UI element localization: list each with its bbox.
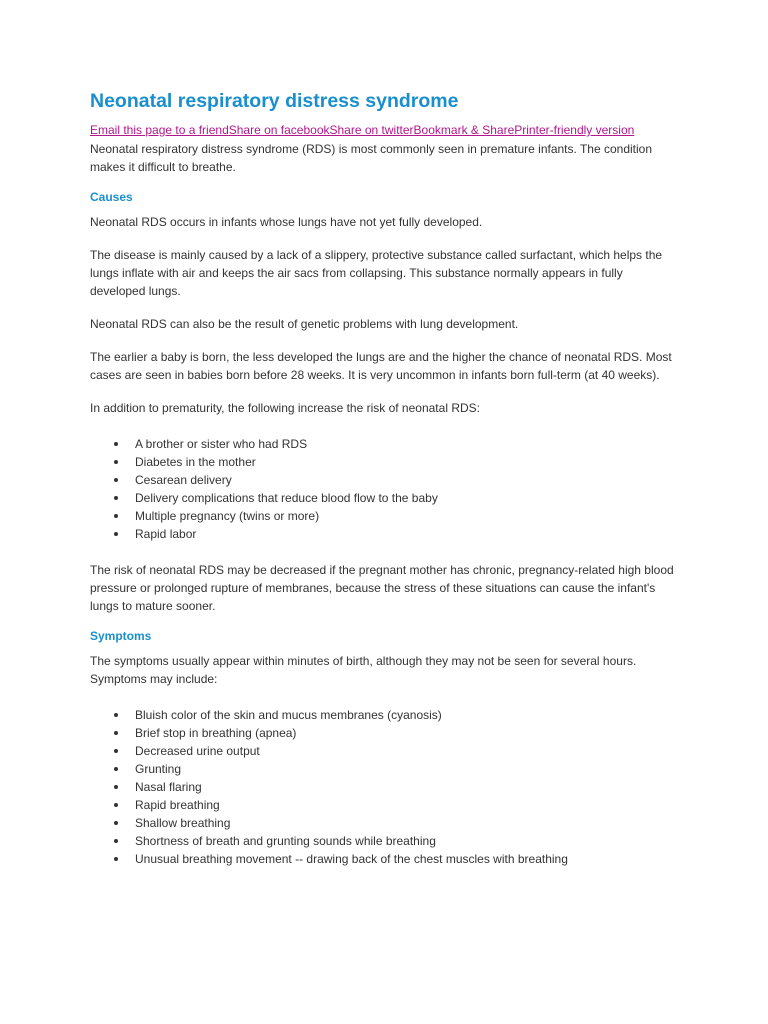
- list-item: [90, 525, 680, 543]
- bullet-icon: [114, 532, 118, 536]
- list-item: [90, 742, 680, 760]
- share-facebook-link[interactable]: Share on facebook: [228, 123, 330, 137]
- list-item-text: Brief stop in breathing (apnea): [135, 726, 297, 740]
- bullet-icon: [114, 713, 118, 717]
- symptoms-list: [90, 706, 680, 868]
- list-item-text: Shallow breathing: [135, 816, 231, 830]
- list-item: [90, 489, 680, 507]
- causes-paragraph-4: The earlier a baby is born, the less developed the lungs are and the higher the chance of neonatal RDS. Most cases are seen in babies born before 28 weeks. It is very uncommon in infants born full-term (at 40 weeks).: [90, 350, 672, 382]
- causes-closing-paragraph: The risk of neonatal RDS may be decreased if the pregnant mother has chronic, pregnancy-related high blood pressure or prolonged rupture of membranes, because the stress of these situations can cause the infant's lungs to mature sooner.: [90, 563, 674, 613]
- list-item-text: Multiple pregnancy (twins or more): [135, 509, 320, 523]
- list-item-text: Unusual breathing movement -- drawing back of the chest muscles with breathing: [135, 852, 568, 866]
- list-item: [90, 453, 680, 471]
- bullet-icon: [114, 821, 118, 825]
- bullet-icon: [114, 731, 118, 735]
- bullet-icon: [114, 803, 118, 807]
- list-item: [90, 796, 680, 814]
- bullet-icon: [114, 514, 118, 518]
- share-links-bar: [90, 123, 680, 138]
- list-item-text: Cesarean delivery: [135, 473, 232, 487]
- list-item: [90, 507, 680, 525]
- list-item: [90, 706, 680, 724]
- bullet-icon: [114, 442, 118, 446]
- bullet-icon: [114, 478, 118, 482]
- intro-paragraph: Neonatal respiratory distress syndrome (RDS) is most commonly seen in premature infants. The condition makes it difficult to breathe.: [90, 142, 653, 174]
- list-item: [90, 724, 680, 742]
- share-twitter-link[interactable]: Share on twitter: [329, 123, 414, 137]
- bullet-icon: [114, 749, 118, 753]
- bullet-icon: [114, 839, 118, 843]
- page-title: Neonatal respiratory distress syndrome: [90, 90, 459, 112]
- list-item-text: Diabetes in the mother: [135, 455, 256, 469]
- list-item: [90, 471, 680, 489]
- causes-paragraph-1: Neonatal RDS occurs in infants whose lungs have not yet fully developed.: [90, 215, 483, 229]
- bullet-icon: [114, 496, 118, 500]
- email-friend-link[interactable]: Email this page to a friend: [90, 123, 229, 137]
- bullet-icon: [114, 767, 118, 771]
- bullet-icon: [114, 460, 118, 464]
- list-item: [90, 778, 680, 796]
- risk-factor-list: [90, 435, 680, 543]
- causes-heading: Causes: [90, 190, 133, 204]
- list-item-text: Decreased urine output: [135, 744, 260, 758]
- list-item-text: Delivery complications that reduce blood flow to the baby: [135, 491, 438, 505]
- causes-paragraph-2: The disease is mainly caused by a lack of a slippery, protective substance called surfactant, which helps the lungs inflate with air and keeps the air sacs from collapsing. This substance normally appears in fully developed lungs.: [90, 248, 663, 298]
- list-item-text: A brother or sister who had RDS: [135, 437, 308, 451]
- list-item-text: Nasal flaring: [135, 780, 202, 794]
- list-item: [90, 760, 680, 778]
- list-item-text: Grunting: [135, 762, 182, 776]
- symptoms-heading: Symptoms: [90, 629, 152, 643]
- list-item: [90, 814, 680, 832]
- list-item-text: Bluish color of the skin and mucus membranes (cyanosis): [135, 708, 442, 722]
- list-item-text: Rapid breathing: [135, 798, 220, 812]
- list-item-text: Rapid labor: [135, 527, 197, 541]
- article: [90, 89, 680, 868]
- list-item: [90, 832, 680, 850]
- causes-paragraph-3: Neonatal RDS can also be the result of genetic problems with lung development.: [90, 317, 519, 331]
- list-item: [90, 850, 680, 868]
- bullet-icon: [114, 857, 118, 861]
- causes-paragraph-5: In addition to prematurity, the following increase the risk of neonatal RDS:: [90, 401, 480, 415]
- list-item-text: Shortness of breath and grunting sounds while breathing: [135, 834, 436, 848]
- list-item: [90, 435, 680, 453]
- bullet-icon: [114, 785, 118, 789]
- symptoms-intro-paragraph: The symptoms usually appear within minutes of birth, although they may not be seen for several hours. Symptoms may include:: [90, 654, 637, 686]
- bookmark-share-link[interactable]: Bookmark & Share: [413, 123, 515, 137]
- printer-friendly-link[interactable]: Printer-friendly version: [514, 123, 635, 137]
